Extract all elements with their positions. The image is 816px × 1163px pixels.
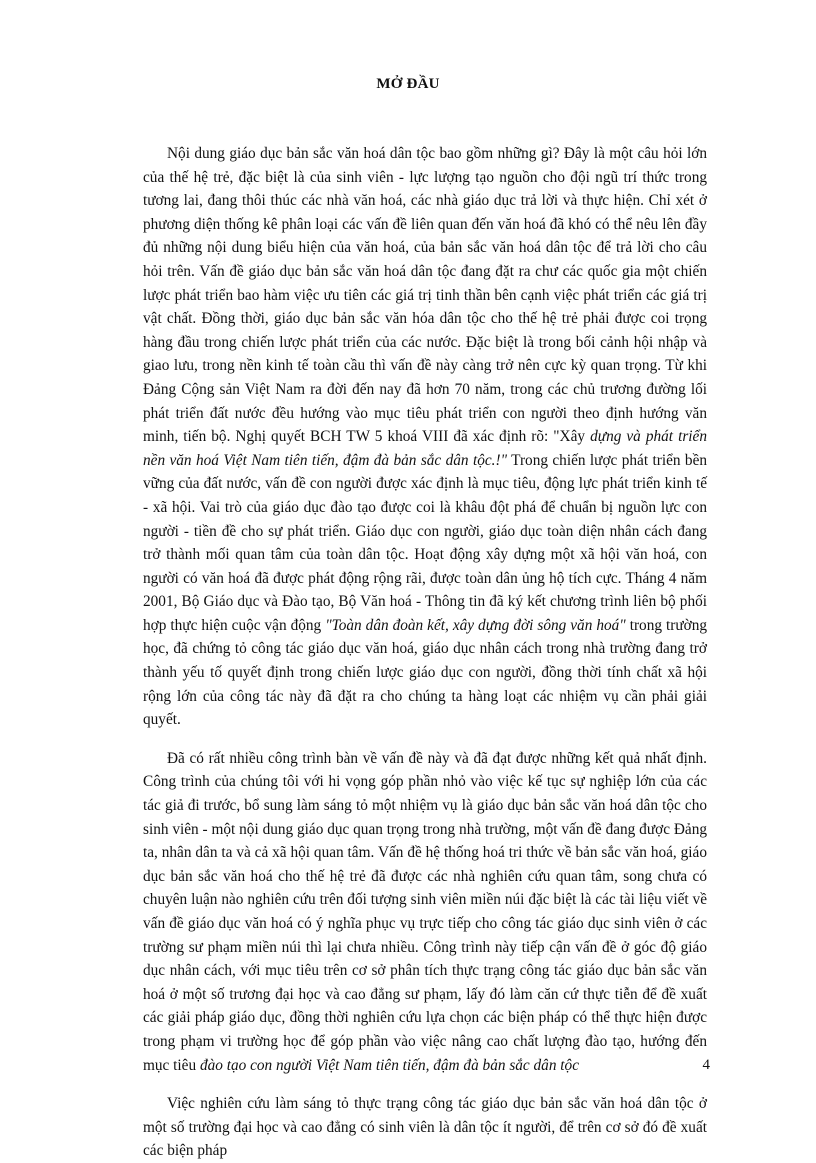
page-number: 4 (702, 1057, 710, 1073)
paragraph-1-text-b: Trong chiến lược phát triển bền vững của đất nước, vấn đề con người được xác định là mục tiêu, động lực phát triển kinh tế - xã hội. Vai trò của giáo dục đào tạo được coi là khâu đột phá để chuẩn bị nguồn lực con người - tiền đề cho sự phát triển. Giáo dục con người, giáo dục toàn diện nhân cách đang trở thành mối quan tâm của toàn dân tộc. Hoạt động xây dựng một xã hội văn hoá, con người có văn hoá đã được phát động rộng rãi, được toàn dân ủng hộ tích cực. Tháng 4 năm 2001, Bộ Giáo dục và Đào tạo, Bộ Văn hoá - Thông tin đã ký kết chương trình liên bộ phối hợp thực hiện cuộc vận động (143, 451, 708, 634)
paragraph-2-italic: đào tạo con người Việt Nam tiên tiến, đậm đà bản sắc dân tộc (199, 1056, 579, 1074)
paragraph-1 (143, 142, 707, 732)
paragraph-3-text: Việc nghiên cứu làm sáng tỏ thực trạng công tác giáo dục bản sắc văn hoá dân tộc ở một số trường đại học và cao đẳng có sinh viên là dân tộc ít người, để trên cơ sở đó đề xuất các biện pháp (143, 1095, 707, 1160)
paragraph-1-quote-1: dựng và phát triển nền văn hoá Việt Nam tiên tiến, đậm đà bản sắc dân tộc.!" (143, 428, 707, 469)
page-title: MỞ ĐẦU (376, 76, 440, 92)
document-body (143, 142, 707, 1163)
paragraph-2-text: Đã có rất nhiều công trình bàn về vấn đề này và đã đạt được những kết quả nhất định. Công trình của chúng tôi với hi vọng góp phần nhỏ vào việc kế tục sự nghiệp lớn của các tác giả đi trước, bổ sung làm sáng tỏ một nhiệm vụ là giáo dục bản sắc văn hoá dân tộc cho sinh viên - một nội dung giáo dục quan trọng trong nhà trường, một vấn đề đang được Đảng ta, nhân dân ta và cả xã hội quan tâm. Vấn đề hệ thống hoá tri thức về bản sắc văn hoá, giáo dục bản sắc văn hoá cho thế hệ trẻ đã được các nhà nghiên cứu quan tâm, song chưa có chuyên luận nào nghiên cứu trên đối tượng sinh viên miền núi đặc biệt là các tài liệu viết về vấn đề giáo dục văn hoá có ý nghĩa phục vụ trực tiếp cho công tác giáo dục sinh viên ở các trường sư phạm miền núi thì lại chưa nhiều. Công trình này tiếp cận vấn đề ở góc độ giáo dục nhân cách, với mục tiêu trên cơ sở phân tích thực trạng công tác giáo dục bản sắc văn hoá ở một số trương đại học và cao đẳng sư phạm, lấy đó làm căn cứ thực tiễn để đề xuất các giải pháp giáo dục, đồng thời nghiên cứu lựa chọn các biện pháp có thể thực hiện được trong phạm vi trường học để góp phần vào việc nâng cao chất lượng đào tạo, hướng đến mục tiêu (143, 749, 707, 1074)
paragraph-3 (143, 1092, 707, 1163)
paragraph-1-quote-2: "Toàn dân đoàn kết, xây dựng đời sông văn hoá" (325, 616, 626, 634)
paragraph-1-text-a: Nội dung giáo dục bản sắc văn hoá dân tộc bao gồm những gì? Đây là một câu hỏi lớn của thế hệ trẻ, đặc biệt là của sinh viên - lực lượng tạo nguồn cho đội ngũ trí thức trong tương lai, đang thôi thúc các nhà văn hoá, các nhà giáo dục trả lời và thực hiện. Chỉ xét ở phương diện thống kê phân loại các vấn đề liên quan đến văn hoá đã khó có thể nêu lên đầy đủ những nội dung biểu hiện của văn hoá, của bản sắc văn hoá dân tộc để trả lời cho câu hỏi trên. Vấn đề giáo dục bản sắc văn hoá dân tộc đang đặt ra chư các quốc gia một chiến lược phát triển bao hàm việc ưu tiên các giá trị tinh thần bên cạnh việc phát triển các giá trị vật chất. Đồng thời, giáo dục bản sắc văn hóa dân tộc cho thế hệ trẻ phải được coi trọng hàng đầu trong chiến lược phát triển của các nước. Đặc biệt là trong bối cảnh hội nhập và giao lưu, trong nền kinh tế toàn cầu thì vấn đề này càng trở nên cực kỳ quan trọng. Từ khi Đảng Cộng sản Việt Nam ra đời đến nay đã hơn 70 năm, trong các chủ trương đường lối phát triển đất nước đều hướng vào mục tiêu phát triển con người theo định hướng văn minh, tiến bộ. Nghị quyết BCH TW 5 khoá VIII đã xác định rõ: "Xây (143, 145, 707, 446)
paragraph-1-text-c: trong trường học, đã chứng tỏ công tác giáo dục văn hoá, giáo dục nhân cách trong nhà trường đang trở thành yếu tố quyết định trong chiến lược giáo dục con người, đồng thời tính chất xã hội rộng lớn của công tác này đã đặt ra cho chúng ta hàng loạt các nhiệm vụ cần phải giải quyết. (143, 616, 708, 729)
paragraph-2 (143, 747, 707, 1077)
